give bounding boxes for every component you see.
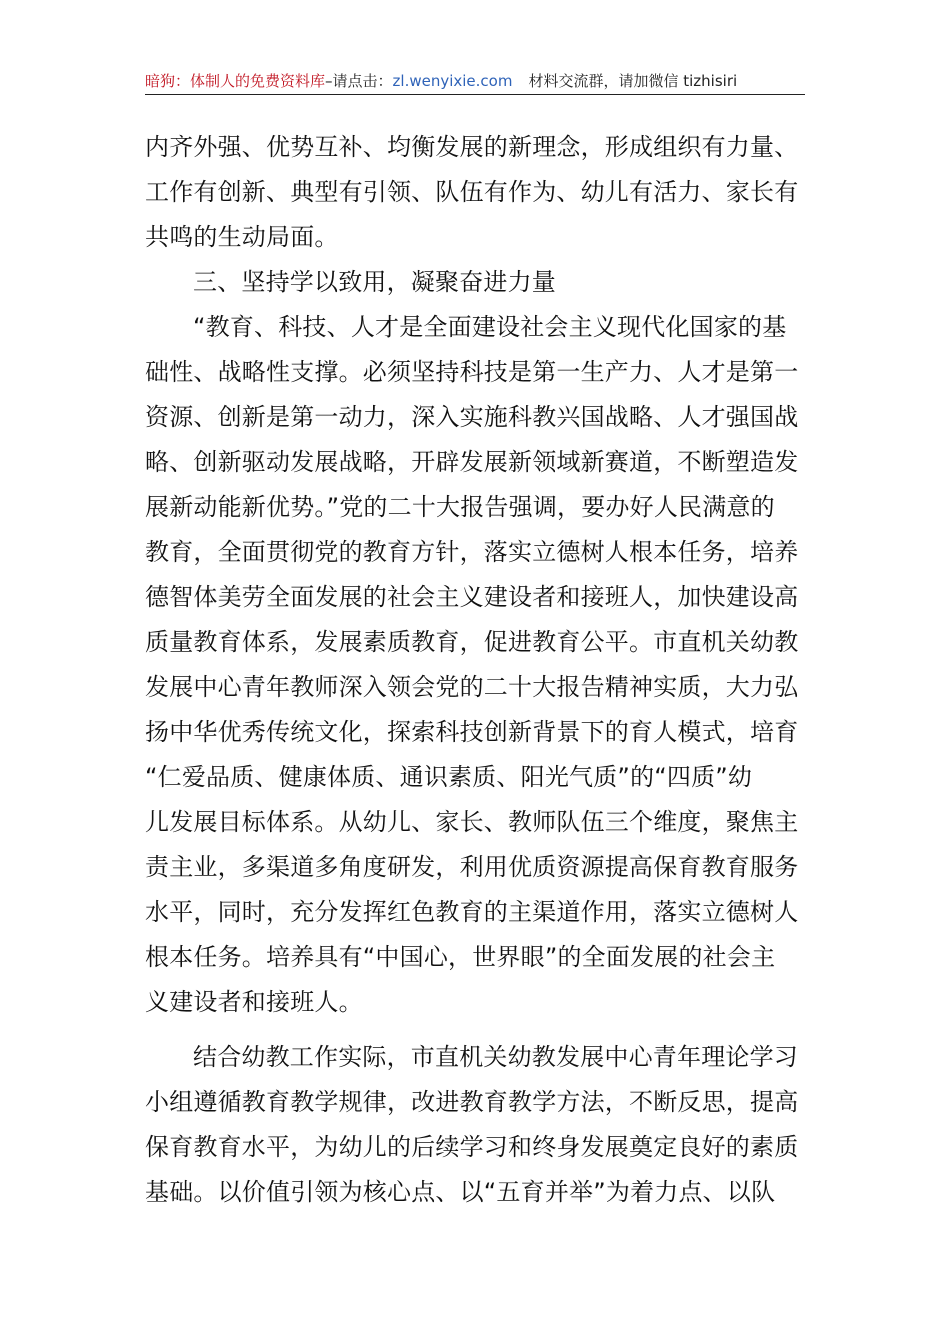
- body-line: “教育、科技、人才是全面建设社会主义现代化国家的基: [193, 313, 787, 341]
- header-group-note: 材料交流群，请加微信 tizhisiri: [528, 72, 738, 90]
- body-line: “仁爱品质、健康体质、通识素质、阳光气质”的“四质”幼: [145, 763, 753, 791]
- body-line: 德智体美劳全面发展的社会主义建设者和接班人，加快建设高: [145, 583, 799, 611]
- header-click-prompt: –请点击：: [325, 72, 393, 90]
- body-line: 扬中华优秀传统文化，探索科技创新背景下的育人模式，培育: [145, 718, 799, 746]
- body-line: 共鸣的生动局面。: [145, 223, 339, 251]
- body-line: 儿发展目标体系。从幼儿、家长、教师队伍三个维度，聚焦主: [145, 808, 799, 836]
- body-line: 水平，同时，充分发挥红色教育的主渠道作用，落实立德树人: [145, 898, 799, 926]
- body-line: 内齐外强、优势互补、均衡发展的新理念，形成组织有力量、: [145, 133, 799, 161]
- header-brand: 暗狗：体制人的免费资料库: [145, 72, 326, 90]
- body-line: 结合幼教工作实际，市直机关幼教发展中心青年理论学习: [193, 1043, 798, 1071]
- body-line: 展新动能新优势。”党的二十大报告强调，要办好人民满意的: [145, 493, 775, 521]
- body-line: 根本任务。培养具有“中国心，世界眼”的全面发展的社会主: [145, 943, 776, 971]
- body-line: 义建设者和接班人。: [145, 988, 363, 1016]
- body-line: 小组遵循教育教学规律，改进教育教学方法，不断反思，提高: [145, 1088, 799, 1116]
- body-line: 工作有创新、典型有引领、队伍有作为、幼儿有活力、家长有: [145, 178, 799, 206]
- body-line: 责主业，多渠道多角度研发，利用优质资源提高保育教育服务: [145, 853, 799, 881]
- body-line: 资源、创新是第一动力，深入实施科教兴国战略、人才强国战: [145, 403, 799, 431]
- page-header: [145, 68, 805, 95]
- body-line: 教育，全面贯彻党的教育方针，落实立德树人根本任务，培养: [145, 538, 799, 566]
- body-line: 保育教育水平，为幼儿的后续学习和终身发展奠定良好的素质: [145, 1133, 799, 1161]
- header-link[interactable]: zl.wenyixie.com: [392, 72, 513, 90]
- section-heading: 三、坚持学以致用，凝聚奋进力量: [193, 268, 556, 296]
- body-line: 略、创新驱动发展战略，开辟发展新领域新赛道，不断塑造发: [145, 448, 799, 476]
- body-line: 发展中心青年教师深入领会党的二十大报告精神实质，大力弘: [145, 673, 799, 701]
- document-body: [145, 125, 810, 1215]
- body-line: 础性、战略性支撑。必须坚持科技是第一生产力、人才是第一: [145, 358, 799, 386]
- body-line: 基础。以价值引领为核心点、以“五育并举”为着力点、以队: [145, 1178, 776, 1206]
- body-line: 质量教育体系，发展素质教育，促进教育公平。市直机关幼教: [145, 628, 799, 656]
